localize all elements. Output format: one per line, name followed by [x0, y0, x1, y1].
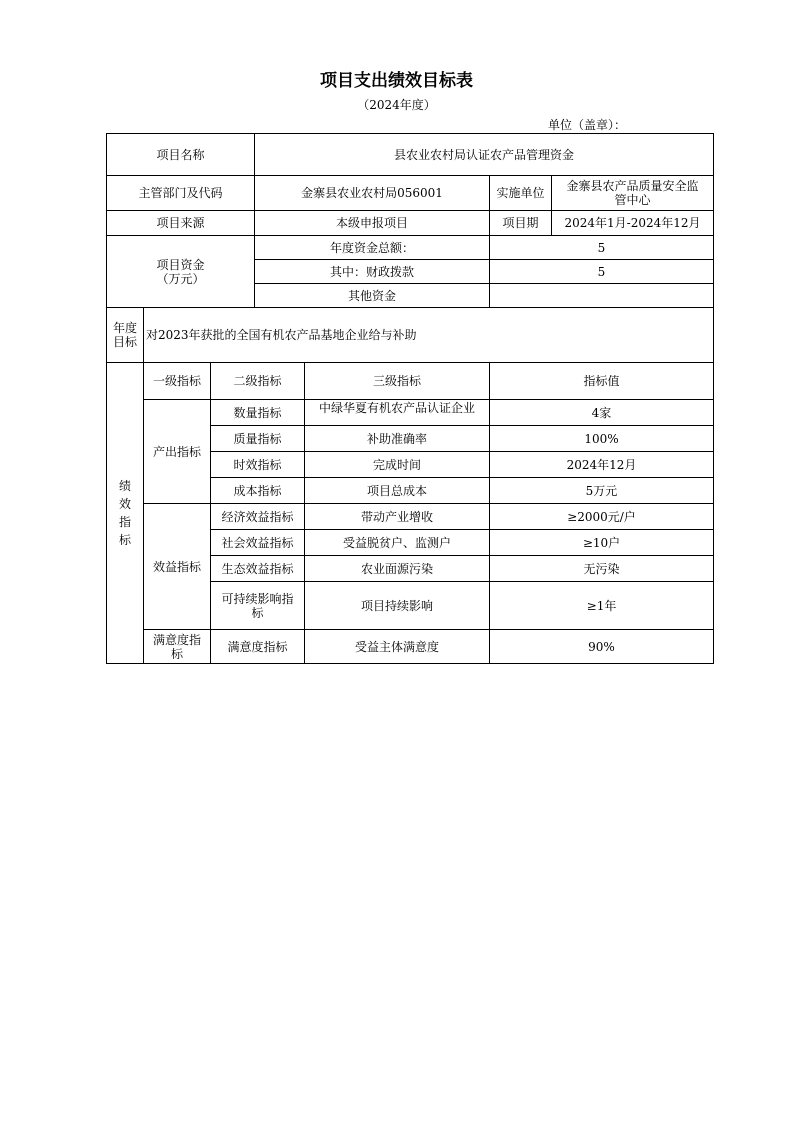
period-value: 2024年1月-2024年12月	[551, 210, 714, 236]
perf-indicators-label	[106, 362, 144, 664]
indicator-l3: 项目总成本	[304, 477, 490, 504]
annual-goal-label: 年度 目标	[106, 307, 144, 363]
indicator-l3: 受益主体满意度	[304, 629, 490, 664]
indicator-l3: 受益脱贫户、监测户	[304, 529, 490, 556]
source-value: 本级申报项目	[254, 210, 490, 236]
indicator-l3: 中绿华夏有机农产品认证企业	[304, 399, 490, 426]
year-subtitle: （2024年度）	[357, 98, 436, 112]
indicator-value: 2024年12月	[489, 451, 714, 478]
indicator-l2: 数量指标	[210, 399, 305, 426]
indicator-l2: 生态效益指标	[210, 555, 305, 582]
project-name-value: 县农业农村局认证农产品管理资金	[254, 133, 714, 176]
level2-header: 二级指标	[210, 362, 305, 400]
impl-unit-value: 金寨县农产品质量安全监 管中心	[551, 175, 714, 211]
benefit-indicators-label: 效益指标	[143, 503, 211, 630]
indicator-l2: 成本指标	[210, 477, 305, 504]
output-indicators-label: 产出指标	[143, 399, 211, 504]
project-name-label: 项目名称	[106, 133, 255, 176]
finance-label: 其中：财政拨款	[254, 259, 490, 284]
indicator-l2: 时效指标	[210, 451, 305, 478]
indicator-l3: 完成时间	[304, 451, 490, 478]
annual-total-label: 年度资金总额：	[254, 235, 490, 260]
level1-header: 一级指标	[143, 362, 211, 400]
indicator-l2: 质量指标	[210, 425, 305, 452]
annual-goal-value: 对2023年获批的全国有机农产品基地企业给与补助	[143, 307, 714, 363]
funds-label: 项目资金 （万元）	[106, 235, 255, 308]
indicator-l2: 经济效益指标	[210, 503, 305, 530]
indicator-value: ≥10户	[489, 529, 714, 556]
indicator-l2: 可持续影响指 标	[210, 581, 305, 630]
other-funds-value	[489, 283, 714, 308]
finance-value: 5	[489, 259, 714, 284]
indicator-l3: 带动产业增收	[304, 503, 490, 530]
indicator-value: 无污染	[489, 555, 714, 582]
indicator-l3: 农业面源污染	[304, 555, 490, 582]
indicator-value: 90%	[489, 629, 714, 664]
dept-label: 主管部门及代码	[106, 175, 255, 211]
indicator-value: 5万元	[489, 477, 714, 504]
level3-header: 三级指标	[304, 362, 490, 400]
unit-seal-label: 单位（盖章）：	[548, 118, 627, 132]
indicator-l2: 社会效益指标	[210, 529, 305, 556]
dept-value: 金寨县农业农村局056001	[254, 175, 490, 211]
indicator-l3: 补助准确率	[304, 425, 490, 452]
period-label: 项目期	[489, 210, 552, 236]
other-funds-label: 其他资金	[254, 283, 490, 308]
source-label: 项目来源	[106, 210, 255, 236]
page-title: 项目支出绩效目标表	[320, 71, 473, 91]
indicator-l3: 项目持续影响	[304, 581, 490, 630]
indicator-value: ≥1年	[489, 581, 714, 630]
indicator-value: ≥2000元/户	[489, 503, 714, 530]
satisfaction-indicators-label: 满意度指 标	[143, 629, 211, 664]
perf-indicators-text: 绩效指标	[118, 479, 131, 547]
impl-unit-label: 实施单位	[489, 175, 552, 211]
indicator-value: 4家	[489, 399, 714, 426]
value-header: 指标值	[489, 362, 714, 400]
indicator-l2: 满意度指标	[210, 629, 305, 664]
annual-total-value: 5	[489, 235, 714, 260]
indicator-value: 100%	[489, 425, 714, 452]
